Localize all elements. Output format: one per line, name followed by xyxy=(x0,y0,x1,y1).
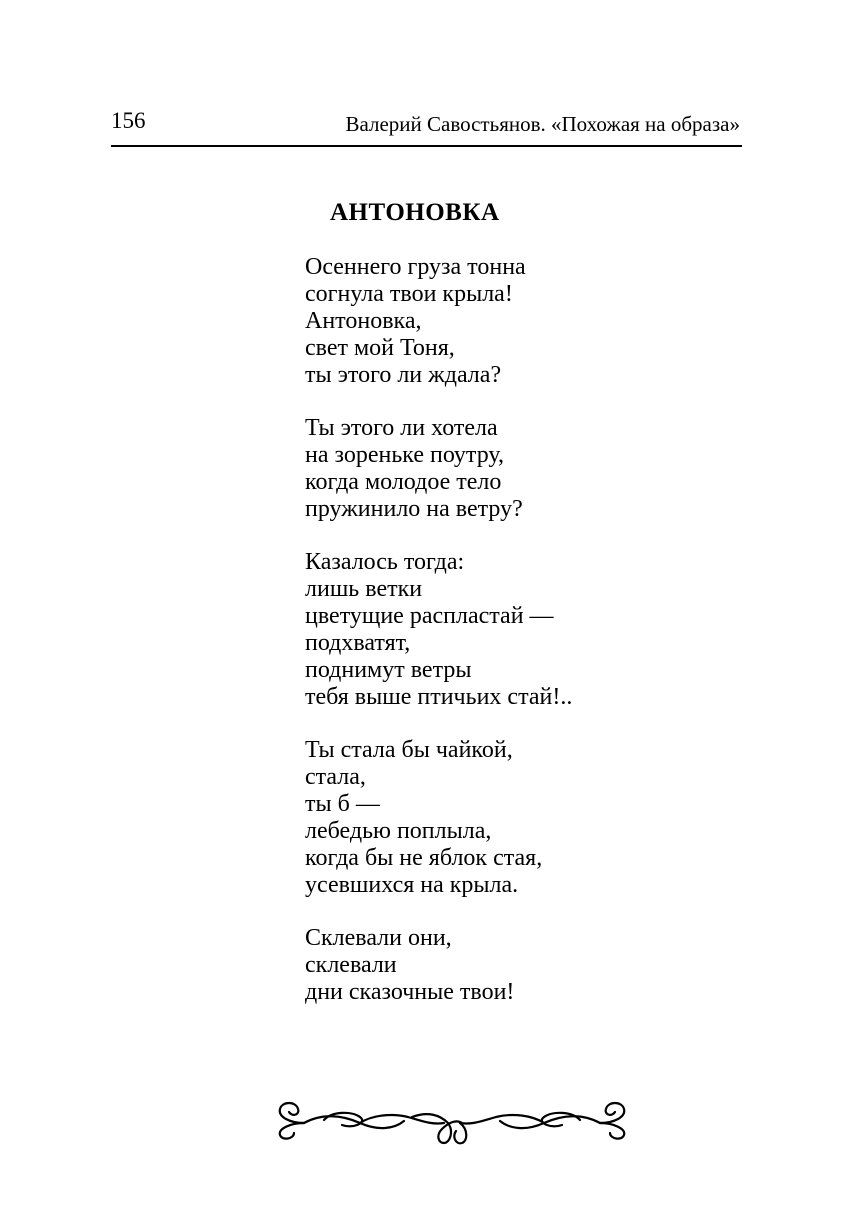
verse-line: на зореньке поутру, xyxy=(305,442,504,468)
verse-line: Склевали они, xyxy=(305,925,452,951)
stanza xyxy=(305,737,745,899)
verse-line: Ты стала бы чайкой, xyxy=(305,737,513,763)
stanza xyxy=(305,549,745,711)
verse-line: поднимут ветры xyxy=(305,657,472,683)
header-rule xyxy=(111,145,742,147)
verse-line: стала, xyxy=(305,764,366,790)
verse-line: пружинило на ветру? xyxy=(305,496,523,522)
verse-line: свет мой Тоня, xyxy=(305,335,455,361)
verse-line: согнула твои крыла! xyxy=(305,281,513,307)
verse-line: когда молодое тело xyxy=(305,469,502,495)
verse-line: подхватят, xyxy=(305,630,411,656)
verse-line: когда бы не яблок стая, xyxy=(305,845,543,871)
verse-line: тебя выше птичьих стай!.. xyxy=(305,684,573,710)
verse-line: Ты этого ли хотела xyxy=(305,415,498,441)
stanza xyxy=(305,254,745,389)
poem-body xyxy=(305,254,745,1032)
verse-line: Антоновка, xyxy=(305,308,422,334)
verse-line: Казалось тогда: xyxy=(305,549,465,575)
verse-line: Осеннего груза тонна xyxy=(305,254,526,280)
stanza xyxy=(305,415,745,523)
verse-line: цветущие распластай — xyxy=(305,603,554,629)
verse-line: усевшихся на крыла. xyxy=(305,872,519,898)
decorative-flourish-icon xyxy=(272,1093,632,1153)
verse-line: ты этого ли ждала? xyxy=(305,362,502,388)
verse-line: ты б — xyxy=(305,791,380,817)
verse-line: лебедью поплыла, xyxy=(305,818,492,844)
verse-line: дни сказочные твои! xyxy=(305,979,515,1005)
running-head: Валерий Савостьянов. «Похожая на образа» xyxy=(345,112,740,136)
stanza xyxy=(305,925,745,1006)
verse-line: склевали xyxy=(305,952,397,978)
verse-line: лишь ветки xyxy=(305,576,423,602)
page-number: 156 xyxy=(111,108,146,133)
poem-title: АНТОНОВКА xyxy=(330,199,500,226)
